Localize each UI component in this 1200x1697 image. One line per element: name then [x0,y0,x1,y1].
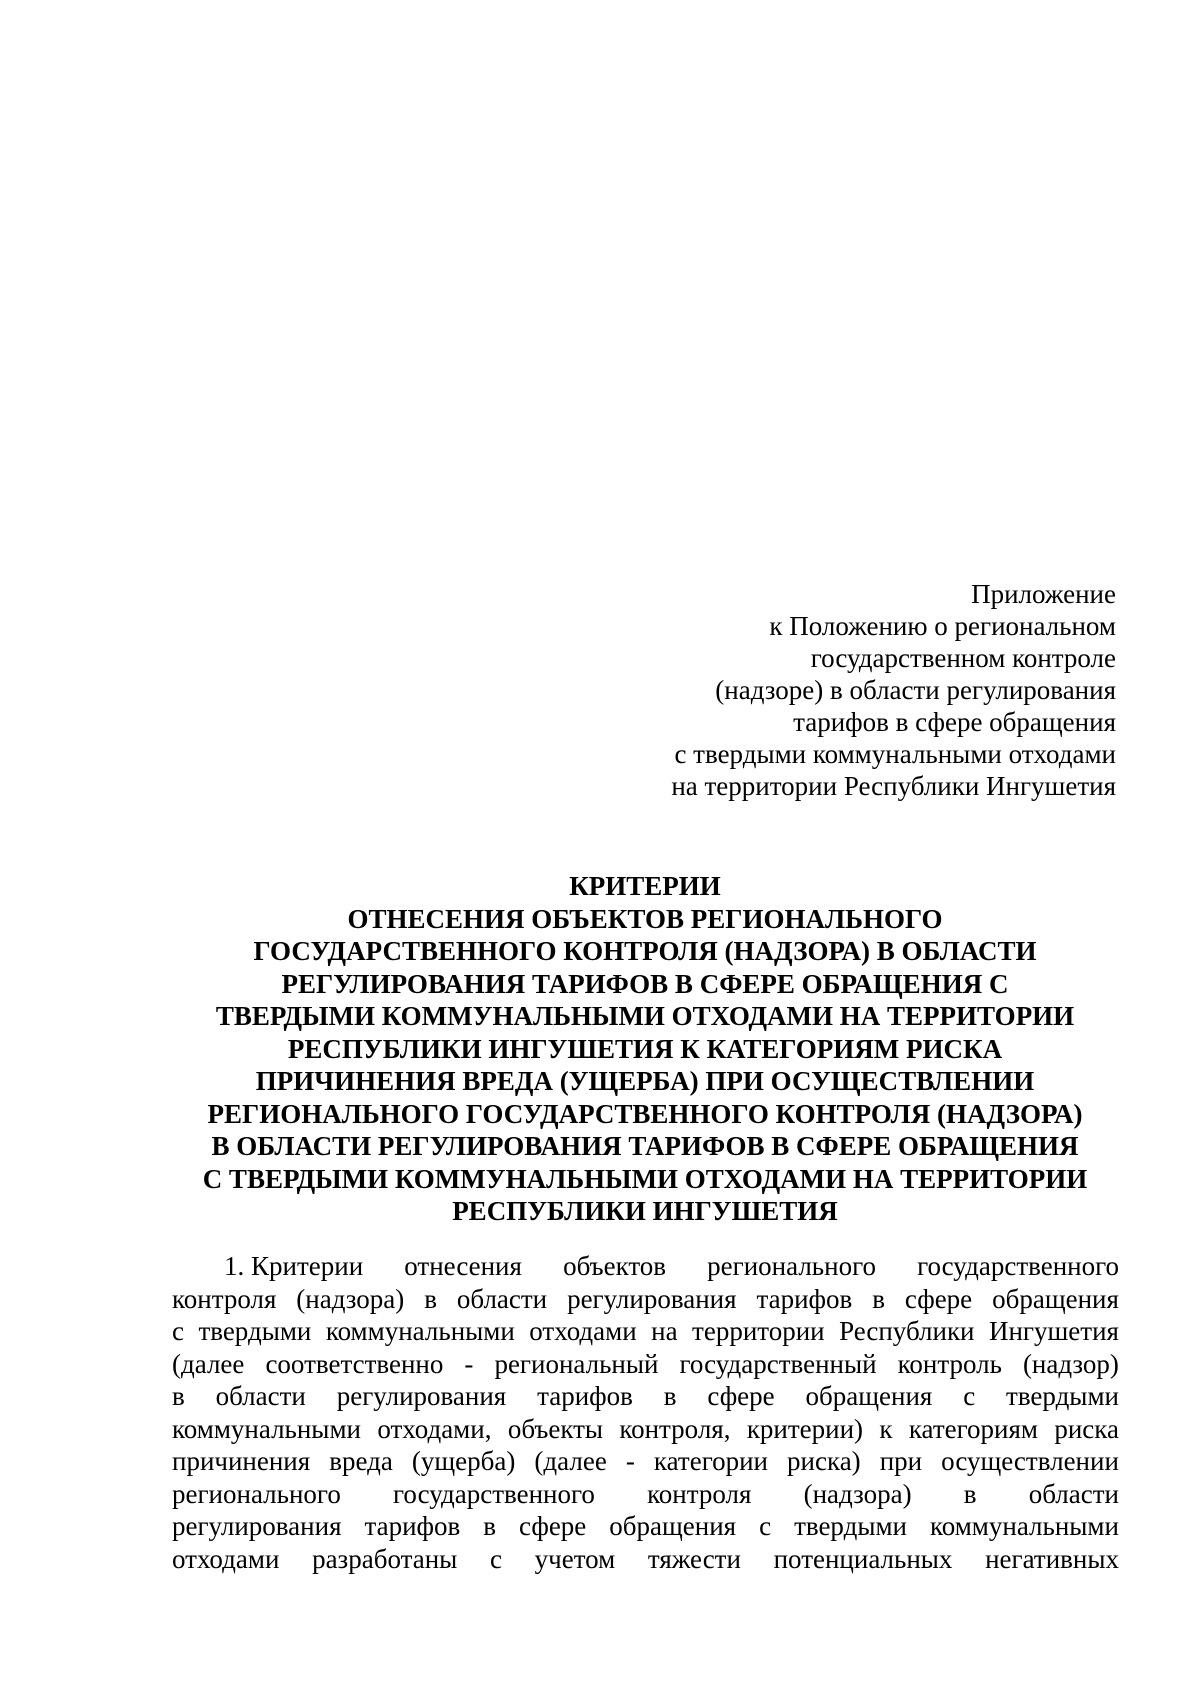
paragraph-line [172,1413,1119,1446]
word: в [483,1511,497,1541]
paragraph-line [172,1478,1119,1511]
annex-line: государственном контроле [810,643,1116,673]
word: (ущерба) [411,1446,516,1476]
paragraph-line [172,1315,1119,1348]
word: региональный [494,1348,659,1379]
word: (далее [172,1348,245,1379]
word: категориям [908,1413,1038,1444]
word: соответственно [265,1348,444,1379]
paragraph-line [172,1543,1119,1576]
word: риска [1054,1413,1119,1444]
word: сфере [904,1283,973,1314]
word: Ингушетия [988,1316,1119,1346]
word: коммунальными [929,1511,1119,1541]
paragraph-line [172,1445,1119,1478]
paragraph-line [172,1348,1119,1381]
word: области [456,1283,548,1314]
word: регулирования [336,1381,507,1411]
word: с [759,1511,772,1541]
word: к [879,1413,893,1444]
annex-line: с твердыми коммунальными отходами [674,739,1116,769]
word: осуществлении [941,1446,1119,1476]
word: 1. Критерии [224,1251,364,1281]
paragraph-1 [172,1250,1119,1575]
annex-line: тарифов в сфере обращения [793,707,1116,737]
word: тарифов [537,1381,633,1411]
word: тарифов [756,1283,853,1314]
word: категории [653,1446,768,1476]
word: контроля, [619,1413,731,1444]
title-line: ОТНЕСЕНИЯ ОБЪЕКТОВ РЕГИОНАЛЬНОГО [347,903,943,934]
word: коммунальными [325,1316,515,1346]
word: государственного [917,1251,1119,1281]
word: твердыми [1006,1381,1119,1411]
word: твердыми [794,1511,907,1541]
word: с [963,1381,976,1411]
word: регулирования [172,1511,342,1541]
word: контроля [647,1478,752,1509]
word: в [872,1283,885,1314]
word: регионального [707,1251,876,1281]
word: отходами [172,1543,280,1574]
word: вреда [329,1446,393,1476]
word: - [625,1446,635,1476]
word: разработаны [312,1543,458,1574]
title-line: ГОСУДАРСТВЕННОГО КОНТРОЛЯ (НАДЗОРА) В ОБЛАСТИ [253,936,1037,966]
word: обращения [609,1511,737,1541]
word: тяжести [647,1543,741,1574]
word: в [172,1381,185,1411]
word: сфере [707,1381,775,1411]
word: государственного [393,1478,595,1509]
title-line: РЕГИОНАЛЬНОГО ГОСУДАРСТВЕННОГО КОНТРОЛЯ (НАДЗОРА) [207,1098,1083,1129]
word: коммунальными [172,1413,361,1444]
word: негативных [985,1543,1119,1574]
paragraph-line [172,1283,1119,1316]
word: регионального [172,1478,341,1509]
annex-line: на территории Республики Ингушетия [671,771,1116,801]
word: отнесения [404,1251,522,1281]
paragraph-line [172,1250,1119,1283]
title-line: РЕГУЛИРОВАНИЯ ТАРИФОВ В СФЕРЕ ОБРАЩЕНИЯ С [281,968,1009,999]
word: - [464,1348,474,1379]
word: территории [692,1316,825,1346]
word: причинения [172,1446,311,1476]
word: критерии) [746,1413,864,1444]
word: в [963,1478,977,1509]
word: регулирования [567,1283,737,1314]
word: с [172,1316,184,1346]
title-line: ТВЕРДЫМИ КОММУНАЛЬНЫМИ ОТХОДАМИ НА ТЕРРИТОРИИ [215,1001,1075,1031]
word: (надзор) [1022,1348,1119,1379]
title-line: В ОБЛАСТИ РЕГУЛИРОВАНИЯ ТАРИФОВ В СФЕРЕ ОБРАЩЕНИЯ [211,1131,1079,1161]
word: тарифов [364,1511,461,1541]
word: потенциальных [773,1543,953,1574]
word: области [1028,1478,1119,1509]
word: (надзора) [803,1478,912,1509]
word: контроль [897,1348,1002,1379]
annex-line: (надзоре) в области регулирования [715,675,1116,705]
word: (далее [534,1446,607,1476]
annex-line: к Положению о региональном [769,611,1116,641]
document-title [170,870,1120,1228]
word: риска) [787,1446,861,1476]
word: области [215,1381,306,1411]
word: сфере [519,1511,587,1541]
title-line: ПРИЧИНЕНИЯ ВРЕДА (УЩЕРБА) ПРИ ОСУЩЕСТВЛЕНИИ [255,1066,1035,1096]
title-line: РЕСПУБЛИКИ ИНГУШЕТИЯ К КАТЕГОРИЯМ РИСКА [287,1033,1003,1064]
word: учетом [534,1543,616,1574]
word: твердыми [198,1316,312,1346]
annex-line: Приложение [971,579,1116,609]
word: государственный [679,1348,877,1379]
word: (надзора) [296,1283,405,1314]
paragraph-line [172,1380,1119,1413]
word: в [663,1381,677,1411]
word: контроля [172,1283,277,1314]
paragraph-line [172,1510,1119,1543]
word: на [651,1316,678,1346]
annex-block [516,578,1116,802]
word: обращения [805,1381,933,1411]
word: объекты [507,1413,604,1444]
word: в [424,1283,437,1314]
word: Республики [839,1316,975,1346]
word: объектов [563,1251,667,1281]
title-line: КРИТЕРИИ [569,871,721,901]
title-line: С ТВЕРДЫМИ КОММУНАЛЬНЫМИ ОТХОДАМИ НА ТЕРРИТОРИИ [202,1163,1088,1194]
word: с [489,1543,502,1574]
word: обращения [992,1283,1119,1314]
word: отходами [529,1316,637,1346]
title-line: РЕСПУБЛИКИ ИНГУШЕТИЯ [452,1196,838,1226]
word: при [879,1446,923,1476]
word: отходами, [377,1413,492,1444]
